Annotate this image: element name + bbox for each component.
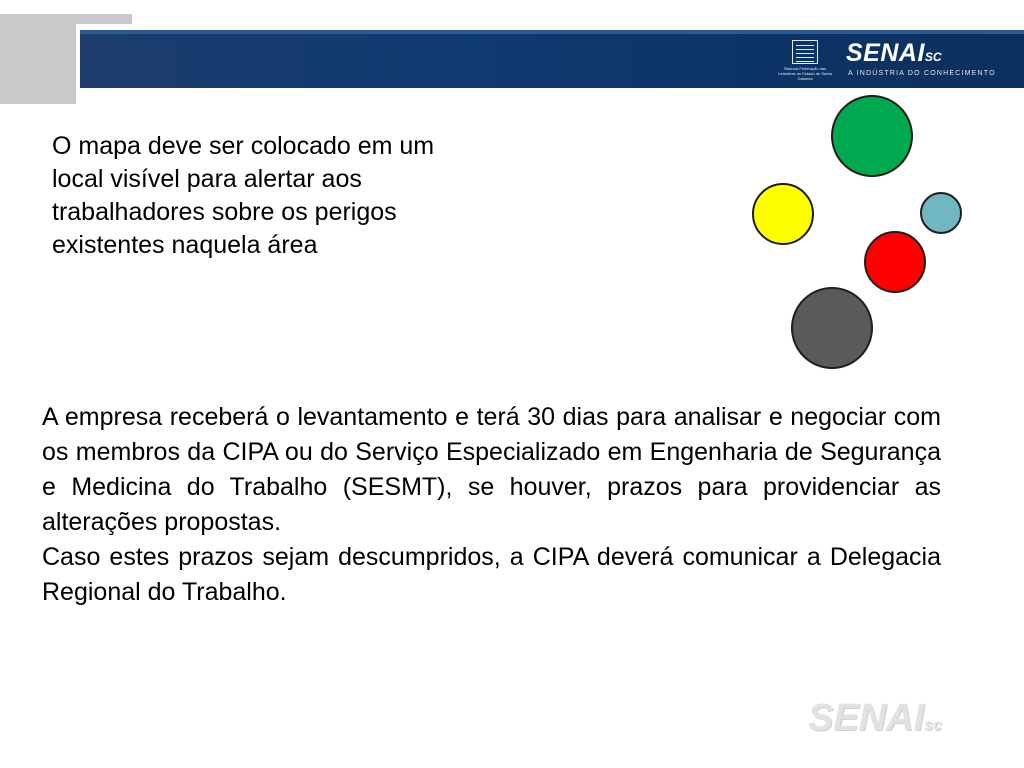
watermark-text: SENAI	[808, 697, 925, 739]
intro-line: existentes naquela área	[52, 231, 318, 259]
intro-line: local visível para alertar aos	[52, 165, 362, 193]
senai-watermark	[808, 698, 942, 746]
paragraph: Caso estes prazos sejam descumpridos, a CIPA deverá comunicar a Delegacia Regional do Trabalho.	[42, 543, 941, 606]
senai-tagline: A INDÚSTRIA DO CONHECIMENTO	[848, 70, 996, 77]
body-text	[42, 400, 941, 610]
risk-circle-red	[864, 231, 926, 293]
intro-text	[52, 130, 592, 262]
senai-logo	[846, 40, 942, 70]
risk-circle-yellow	[752, 183, 814, 245]
intro-line: O mapa deve ser colocado em um	[52, 132, 435, 160]
senai-logo-text: SENAI	[846, 39, 925, 67]
fiesc-logo	[776, 38, 834, 82]
fiesc-caption: Sistema Federação das Indústrias do Estado de Santa Catarina	[778, 66, 832, 81]
risk-circle-green	[831, 95, 913, 177]
fiesc-seal-box	[792, 40, 818, 64]
risk-circle-gray	[791, 287, 873, 369]
paragraph: A empresa receberá o levantamento e terá 30 dias para analisar e negociar com os membros da CIPA ou do Serviço Especializado em Engenharia de Segurança e Medicina do Trabalho (SESMT), se houver, prazos para providenciar as alterações propostas.	[42, 403, 941, 536]
intro-line: trabalhadores sobre os perigos	[52, 198, 397, 226]
watermark-suffix: sc	[924, 717, 942, 734]
risk-circle-blue	[920, 192, 962, 234]
senai-logo-suffix: SC	[924, 50, 942, 64]
